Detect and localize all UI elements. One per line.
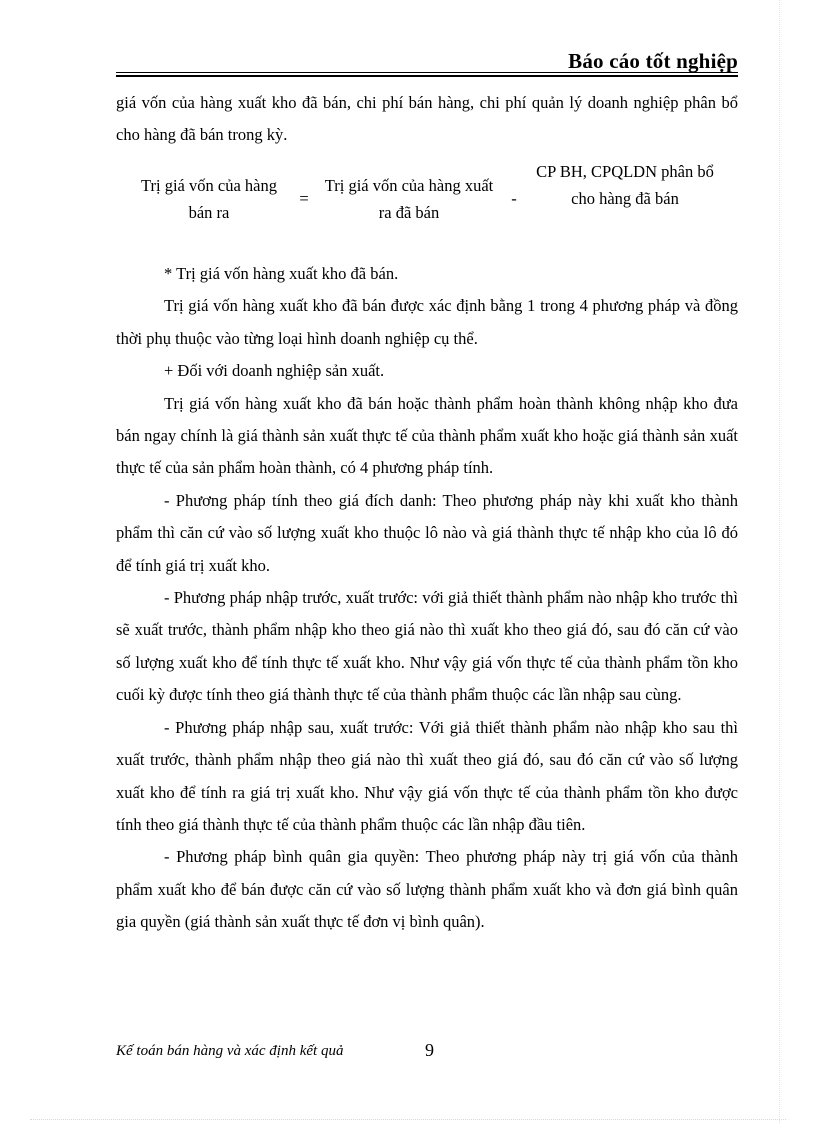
paragraph: - Phương pháp nhập sau, xuất trước: Với giả thiết thành phẩm nào nhập kho sau thì xuất trước, thành phẩm nhập theo giá nào thì xuất theo giá đó, sau đó căn cứ vào số lượng xuất kho để tính ra giá trị xuất kho. Như vậy giá vốn thực tế của thành phẩm tồn kho được tính theo giá thành thực tế của thành phẩm thuộc các lần nhập đầu tiên. [116,717,738,834]
page-edge-divider [779,0,780,1123]
header-rule-thin [116,72,738,73]
body-main [116,258,738,939]
footer-title: Kế toán bán hàng và xác định kết quả [116,1043,344,1059]
paragraph: Trị giá vốn hàng xuất kho đã bán được xác định bằng 1 trong 4 phương pháp và đồng thời phụ thuộc vào từng loại hình doanh nghiệp cụ thể. [116,296,738,348]
formula-minus: - [511,189,517,208]
header-title: Báo cáo tốt nghiệp [568,49,738,73]
paragraph: - Phương pháp bình quân gia quyền: Theo phương pháp này trị giá vốn của thành phẩm xuất kho để bán được căn cứ vào số lượng thành phẩm xuất kho và đơn giá bình quân gia quyền (giá thành sản xuất thực tế đơn vị bình quân). [116,847,738,932]
body-intro [116,87,738,152]
paragraph: * Trị giá vốn hàng xuất kho đã bán. [164,264,399,283]
formula-right: CP BH, CPQLDN phân bổ cho hàng đã bán [536,162,714,208]
paragraph: - Phương pháp nhập trước, xuất trước: với giả thiết thành phẩm nào nhập kho trước thì sẽ xuất trước, thành phẩm nhập kho theo giá nào thì xuất kho theo giá đó, sau đó căn cứ vào số lượng xuất kho để tính thực tế xuất kho. Như vậy giá vốn thực tế của thành phẩm tồn kho cuối kỳ được tính theo giá thành thực tế của thành phẩm thuộc các lần nhập sau cùng. [116,588,738,705]
page-bottom-divider [30,1119,786,1120]
paragraph: Trị giá vốn hàng xuất kho đã bán hoặc thành phẩm hoàn thành không nhập kho đưa bán ngay chính là giá thành sản xuất thực tế của thành phẩm xuất kho hoặc giá thành sản xuất thực tế của sản phẩm hoàn thành, có 4 phương pháp tính. [116,393,738,478]
paragraph: + Đối với doanh nghiệp sản xuất. [164,361,385,381]
formula-left: Trị giá vốn của hàng bán ra [141,176,277,222]
paragraph: - Phương pháp tính theo giá đích danh: Theo phương pháp này khi xuất kho thành phẩm thì căn cứ vào số lượng xuất kho thuộc lô nào và giá thành thực tế nhập kho của lô đó để tính giá trị xuất kho. [116,490,738,575]
header-rule-thick [116,75,738,77]
formula-equals: = [299,189,309,208]
intro-paragraph: giá vốn của hàng xuất kho đã bán, chi phí bán hàng, chi phí quản lý doanh nghiệp phân bổ cho hàng đã bán trong kỳ. [116,93,738,145]
formula-middle: Trị giá vốn của hàng xuất ra đã bán [324,176,494,222]
page-number: 9 [425,1040,434,1060]
cost-formula [116,158,738,240]
